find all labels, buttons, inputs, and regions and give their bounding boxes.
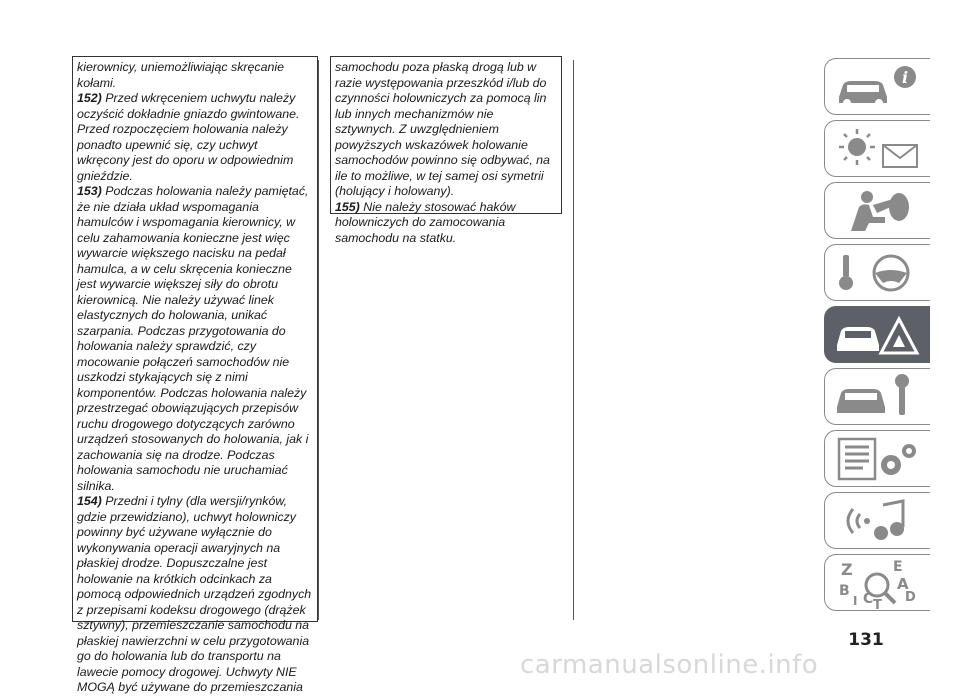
text-column-right (330, 56, 562, 245)
tab-index[interactable] (824, 554, 930, 611)
paragraph: 155) Nie należy stosować haków holowniczych do zamocowania samochodu na statku. (335, 199, 516, 245)
car-info-icon (833, 63, 923, 111)
tab-starting-driving[interactable] (824, 244, 930, 301)
car-service-tools-icon (833, 373, 923, 421)
note-number: 154) (77, 494, 102, 508)
specifications-gears-icon (833, 435, 923, 483)
index-letter: B (839, 583, 850, 599)
index-letter: C (863, 591, 874, 607)
paragraph: 152) Przed wkręceniem uchwytu należy oczyścić dokładnie gniazdo gwintowane. Przed rozpoczęciem holowania należy ponadto upewnić się, czy uchwyt wkręcony jest do oporu w odpowiednim gnieździe. (77, 91, 300, 183)
note-number: 152) (77, 91, 102, 105)
index-letter: Z (841, 560, 853, 579)
paragraph: kierownicy, uniemożliwiając skręcanie kołami. (77, 60, 285, 90)
tab-emergency[interactable] (824, 306, 930, 363)
index-letter: E (893, 559, 903, 575)
paragraph: samochodu poza płaską drogą lub w razie występowania przeszkód i/lub do czynności holowniczych za pomocą lin lub innych mechanizmów nie sztywnych. Z uwzględnieniem powyższych wskazówek holowanie samochodów powinno się odbywać, na ile to możliwe, w tej samej osi symetrii (holujący i holowany). (335, 60, 550, 198)
index-letter: D (905, 590, 916, 605)
tab-multimedia[interactable] (824, 492, 930, 549)
alphabetical-index-icon (833, 559, 923, 611)
note-number: 153) (77, 184, 102, 198)
watermark[interactable]: carmanualsonline.info (520, 650, 819, 680)
column-divider (318, 60, 319, 620)
key-steering-wheel-icon (833, 249, 923, 297)
tab-car-info[interactable] (824, 58, 930, 115)
note-number: 155) (335, 199, 360, 214)
dashboard-lights-icon (833, 125, 923, 173)
index-letter: A (897, 575, 909, 593)
paragraph: 153) Podczas holowania należy pamiętać, że nie działa układ wspomagania hamulców i wspomagania kierownicy, w celu zahamowania konieczne jest więc wywarcie większego nacisku na pedał hamulca, a w celu skręcenia konieczne jest wywarcie większej siły do obrotu kierownicą. Nie należy używać linek elastycznych do holowania, unikać szarpania. Podczas przygotowania do holowania należy sprawdzić, czy mocowanie połączeń samochodów nie uszkodzi stykających się z nimi komponentów. Podczas holowania należy przestrzegać obowiązujących przepisów ruchu drogowego dotyczących zarówno urządzeń stosowanych do holowania, jak i zachowania się na drodze. Podczas holowania samochodu nie uruchamiać silnika. (77, 184, 309, 493)
page-number: 131 (848, 630, 884, 650)
tab-maintenance[interactable] (824, 368, 930, 425)
svg-text:i: i (901, 68, 909, 87)
index-letter: I (853, 594, 858, 608)
airbag-seat-icon (833, 187, 923, 235)
column-divider (573, 60, 574, 620)
multimedia-icon (833, 497, 923, 545)
index-letter: T (873, 598, 882, 611)
tab-dashboard-lights[interactable] (824, 120, 930, 177)
tab-safety[interactable] (824, 182, 930, 239)
paragraph: 154) Przedni i tylny (dla wersji/rynków, gdzie przewidziano), uchwyt holowniczy powinny być używane wyłącznie do wykonywania operacji awaryjnych na płaskiej drodze. Dopuszczalne jest holowanie na krótkich odcinkach za pomocą odpowiednich urządzeń zgodnych z przepisami kodeksu drogowego (drążek sztywny), przemieszczanie samochodu na płaskiej nawierzchni w celu przygotowania go do holowania lub do transportu na lawecie pomocy drogowej. Uchwyty NIE MOGĄ być używane do przemieszczania (77, 494, 312, 694)
breakdown-warning-icon (833, 311, 923, 359)
text-column-left (72, 56, 318, 694)
tab-technical-data[interactable] (824, 430, 930, 487)
